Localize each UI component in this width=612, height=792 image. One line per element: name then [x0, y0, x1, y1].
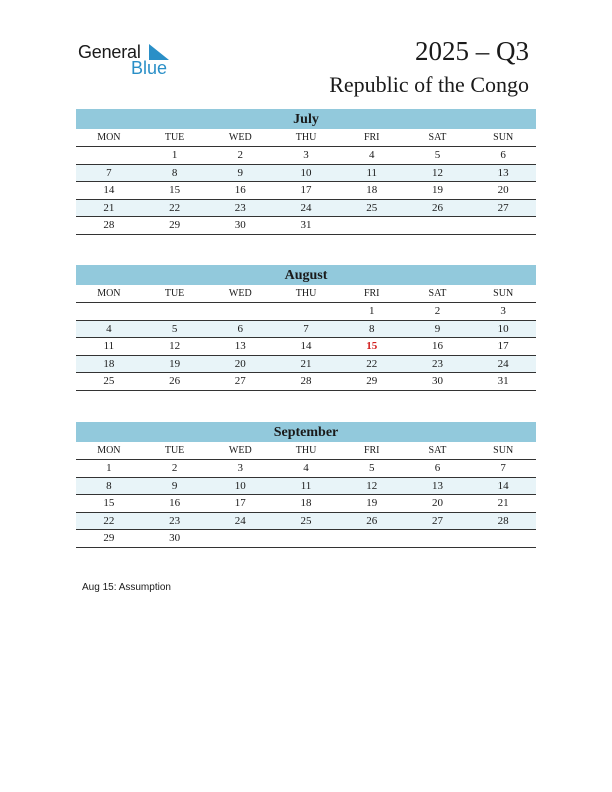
week-row	[76, 338, 536, 356]
day-cell: 12	[431, 166, 443, 179]
logo-word-blue: Blue	[131, 58, 168, 78]
weekday-label: WED	[228, 132, 252, 143]
day-cell: 12	[366, 479, 378, 492]
day-cell: 28	[103, 219, 115, 231]
week-row	[76, 217, 536, 235]
country-subtitle: Republic of the Congo	[329, 72, 529, 97]
weekday-label: SAT	[428, 445, 447, 456]
day-cell: 23	[234, 201, 246, 214]
day-cell: 7	[106, 166, 112, 179]
week-row	[76, 495, 536, 513]
day-cell: 9	[434, 322, 441, 335]
day-cell: 21	[103, 201, 115, 214]
day-cell: 6	[434, 462, 441, 474]
weekday-header-row	[76, 285, 536, 303]
day-cell	[273, 530, 339, 547]
day-cell: 27	[431, 514, 443, 527]
month-header: July	[76, 109, 536, 129]
day-cell	[207, 530, 273, 547]
day-cell: 5	[171, 322, 178, 335]
day-cell: 13	[234, 340, 246, 352]
weekday-label: MON	[97, 288, 121, 299]
day-cell: 29	[103, 532, 115, 544]
holiday-day-cell: 15	[366, 340, 378, 352]
day-cell: 18	[300, 497, 312, 509]
day-cell: 1	[368, 305, 375, 317]
day-cell	[339, 530, 405, 547]
day-cell: 14	[497, 479, 509, 492]
day-cell: 11	[103, 340, 115, 352]
day-cell: 3	[237, 462, 244, 474]
day-cell: 9	[171, 479, 178, 492]
month-header: September	[76, 422, 536, 442]
day-cell: 7	[303, 322, 309, 335]
day-cell: 27	[234, 375, 246, 387]
weekday-label: THU	[295, 132, 317, 143]
day-cell: 21	[497, 497, 509, 509]
day-cell	[76, 303, 142, 320]
weekday-label: FRI	[363, 132, 380, 143]
day-cell: 1	[106, 462, 112, 474]
day-cell: 23	[431, 357, 443, 370]
day-cell: 26	[366, 514, 378, 527]
day-cell: 8	[106, 479, 112, 492]
weekday-label: SUN	[493, 132, 514, 143]
day-cell: 20	[234, 357, 246, 370]
day-cell: 15	[169, 184, 181, 196]
day-cell: 8	[171, 166, 178, 179]
day-cell: 24	[300, 201, 312, 214]
day-cell: 16	[234, 184, 246, 196]
weekday-label: SAT	[428, 288, 447, 299]
day-cell: 21	[300, 357, 312, 370]
day-cell: 22	[366, 357, 378, 370]
weekday-label: SUN	[493, 288, 514, 299]
day-cell: 10	[234, 479, 246, 492]
day-cell	[339, 217, 405, 234]
day-cell: 31	[300, 219, 312, 231]
day-cell: 18	[366, 184, 378, 196]
day-cell: 8	[368, 322, 375, 335]
day-cell: 14	[103, 184, 115, 196]
month-calendar-august	[76, 265, 536, 391]
day-cell: 11	[366, 166, 378, 179]
day-cell: 15	[103, 497, 115, 509]
day-cell: 3	[303, 149, 309, 161]
generalblue-logo	[78, 40, 178, 80]
day-cell	[470, 217, 536, 234]
week-row	[76, 321, 536, 339]
day-cell: 31	[497, 375, 509, 387]
day-cell	[207, 303, 273, 320]
month-header: August	[76, 265, 536, 285]
week-row	[76, 200, 536, 218]
weekday-label: MON	[97, 132, 121, 143]
day-cell: 4	[106, 322, 112, 335]
day-cell: 13	[431, 479, 443, 492]
weekday-label: WED	[228, 288, 252, 299]
day-cell: 25	[366, 201, 378, 214]
day-cell: 6	[237, 322, 244, 335]
day-cell: 6	[500, 149, 506, 161]
day-cell: 30	[234, 219, 246, 231]
week-row	[76, 356, 536, 374]
day-cell: 24	[234, 514, 246, 527]
day-cell: 19	[431, 184, 443, 196]
day-cell: 20	[431, 497, 443, 509]
day-cell: 7	[500, 462, 506, 474]
day-cell: 30	[431, 375, 443, 387]
day-cell: 16	[431, 340, 443, 352]
day-cell: 5	[434, 149, 441, 161]
week-row	[76, 530, 536, 548]
weekday-label: THU	[295, 288, 317, 299]
month-calendar-july	[76, 109, 536, 235]
holiday-note: Aug 15: Assumption	[82, 582, 171, 593]
weekday-label: MON	[97, 445, 121, 456]
day-cell: 1	[171, 149, 178, 161]
day-cell	[273, 303, 339, 320]
day-cell: 18	[103, 357, 115, 370]
week-row	[76, 303, 536, 321]
day-cell: 2	[171, 462, 178, 474]
week-row	[76, 478, 536, 496]
day-cell: 16	[169, 497, 181, 509]
day-cell: 25	[103, 375, 115, 387]
day-cell: 25	[300, 514, 312, 527]
page-title: 2025 – Q3	[415, 36, 529, 66]
day-cell: 13	[497, 166, 509, 179]
day-cell: 19	[169, 357, 181, 370]
weekday-label: FRI	[363, 288, 380, 299]
day-cell: 11	[300, 479, 312, 492]
week-row	[76, 460, 536, 478]
day-cell: 5	[368, 462, 375, 474]
day-cell: 2	[237, 149, 244, 161]
weekday-label: THU	[295, 445, 317, 456]
day-cell: 28	[497, 514, 509, 527]
day-cell: 4	[303, 462, 309, 474]
day-cell: 22	[103, 514, 115, 527]
day-cell	[142, 303, 208, 320]
day-cell	[405, 530, 471, 547]
day-cell: 4	[368, 149, 375, 161]
day-cell: 10	[497, 322, 509, 335]
day-cell: 29	[366, 375, 378, 387]
day-cell: 17	[234, 497, 246, 509]
weekday-label: TUE	[164, 445, 185, 456]
week-row	[76, 182, 536, 200]
weekday-header-row	[76, 129, 536, 147]
day-cell: 19	[366, 497, 378, 509]
week-row	[76, 147, 536, 165]
day-cell: 20	[497, 184, 509, 196]
month-calendar-september	[76, 422, 536, 548]
day-cell: 14	[300, 340, 312, 352]
day-cell	[76, 147, 142, 164]
day-cell: 17	[497, 340, 509, 352]
day-cell: 9	[237, 166, 244, 179]
day-cell: 3	[500, 305, 506, 317]
day-cell: 22	[169, 201, 181, 214]
day-cell: 12	[169, 340, 181, 352]
day-cell: 27	[497, 201, 509, 214]
week-row	[76, 513, 536, 531]
day-cell: 17	[300, 184, 312, 196]
day-cell: 23	[169, 514, 181, 527]
day-cell: 29	[169, 219, 181, 231]
day-cell: 2	[434, 305, 441, 317]
weekday-label: WED	[228, 445, 252, 456]
day-cell: 10	[300, 166, 312, 179]
day-cell: 26	[431, 201, 443, 214]
day-cell	[405, 217, 471, 234]
weekday-label: TUE	[164, 288, 185, 299]
weekday-label: FRI	[363, 445, 380, 456]
day-cell: 26	[169, 375, 181, 387]
logo-word-general: General	[78, 42, 141, 62]
week-row	[76, 373, 536, 391]
weekday-header-row	[76, 442, 536, 460]
weekday-label: SAT	[428, 132, 447, 143]
day-cell: 28	[300, 375, 312, 387]
day-cell	[470, 530, 536, 547]
day-cell: 30	[169, 532, 181, 544]
day-cell: 24	[497, 357, 509, 370]
weekday-label: SUN	[493, 445, 514, 456]
week-row	[76, 165, 536, 183]
weekday-label: TUE	[164, 132, 185, 143]
